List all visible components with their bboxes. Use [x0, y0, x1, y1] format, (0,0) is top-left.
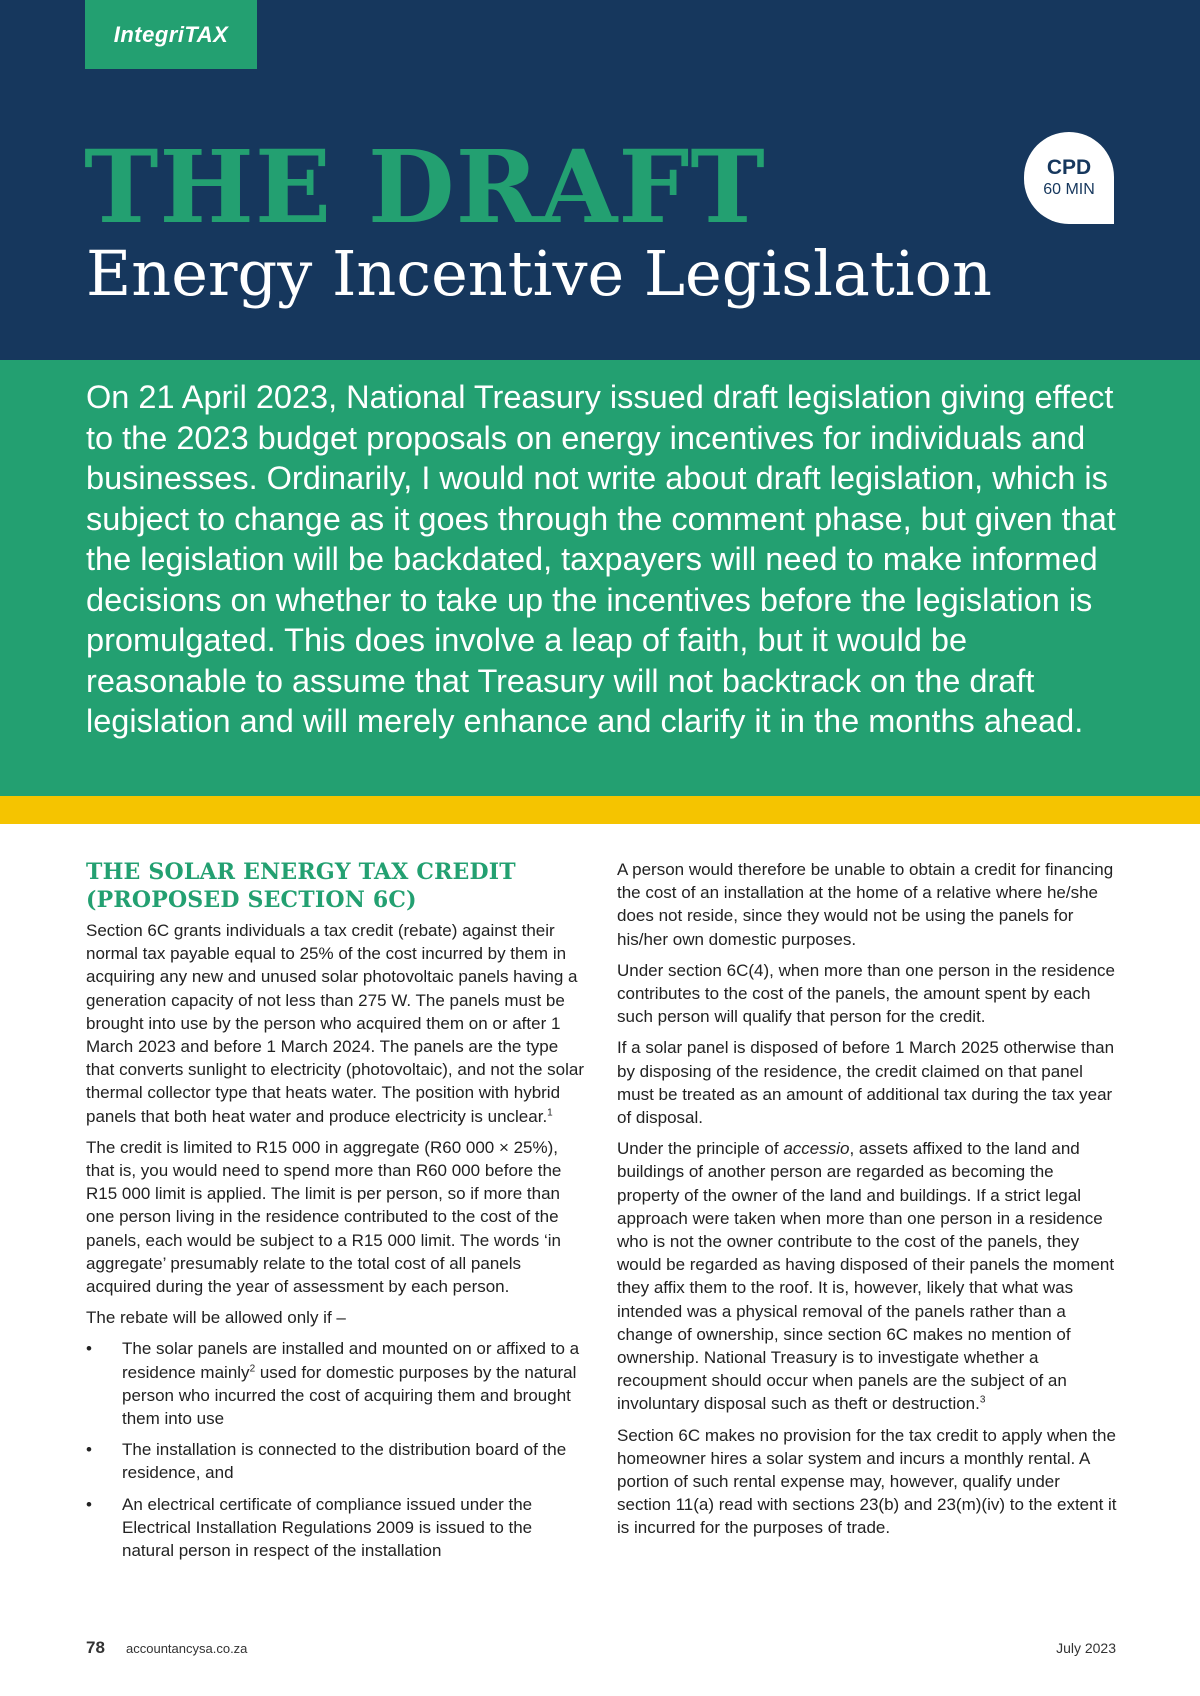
footnote-ref: 1	[547, 1106, 553, 1118]
section-heading	[86, 858, 586, 914]
body-paragraph: The credit is limited to R15 000 in aggregate (R60 000 × 25%), that is, you would need to spend more than R60 000 before the R15 000 limit is applied. The limit is per person, so if more than one person living in the residence contributed to the cost of the panels, each would be subject to a R15 000 limit. The words ‘in aggregate’ presumably relate to the total cost of all panels acquired during the year of assessment by each person.	[86, 1137, 562, 1297]
footnote-ref: 2	[249, 1363, 256, 1374]
list-item-text: An electrical certificate of compliance issued under the Electrical Installation Regulations 2009 is issued to the natural person in respect of the installation	[122, 1494, 533, 1561]
integritax-tag: IntegriTAX	[85, 0, 257, 69]
list-item-text: The solar panels are installed and mounted on or affixed to a residence mainly	[122, 1339, 580, 1382]
list-item-text: The installation is connected to the distribution board of the residence, and	[122, 1440, 567, 1483]
bullet-icon: •	[86, 1339, 92, 1359]
body-paragraph: A person would therefore be unable to obtain a credit for financing the cost of an installation at the home of a relative where he/she does not reside, since they would not be using the panels for his/her own domestic purposes.	[617, 860, 1114, 949]
list-item	[86, 1493, 586, 1563]
body-paragraph: Under section 6C(4), when more than one person in the residence contributes to the cost of the panels, the amount spent by each such person will qualify that person for the credit.	[617, 960, 1116, 1027]
left-column	[86, 858, 586, 1570]
cpd-duration: 60 MIN	[1043, 181, 1095, 198]
conditions-list	[86, 1337, 586, 1562]
issue-date: July 2023	[1056, 1640, 1116, 1656]
section-heading-line2: (PROPOSED SECTION 6C)	[86, 887, 417, 913]
page-number: 78	[86, 1638, 105, 1657]
bullet-icon: •	[86, 1440, 92, 1460]
intro-paragraph: On 21 April 2023, National Treasury issued draft legislation giving effect to the 2023 budget proposals on energy incentives for individuals and businesses. Ordinarily, I would not write about draft legislation, which is subject to change as it goes through the comment phase, but given that the legislation will be backdated, taxpayers will need to make informed decisions on whether to take up the incentives before the legislation is promulgated. This does involve a leap of faith, but it would be reasonable to assume that Treasury will not backtrack on the draft legislation and will merely enhance and clarify it in the months ahead.	[86, 379, 1116, 739]
accent-stripe	[0, 796, 1200, 824]
paragraph-text: Under the principle of	[617, 1139, 784, 1159]
paragraph-text: , assets affixed to the land and buildings of another person are regarded as becoming the property of the owner of the land and buildings. If a strict legal approach were taken when more than one person in a residence who is not the owner contribute to the cost of the panels, they would be regarded as having disposed of their panels the moment they affix them to the roof. It is, however, likely that what was intended was a physical removal of the panels rather than a change of ownership, since section 6C makes no mention of ownership. National Treasury is to investigate whether a recoupment should occur when panels are the subject of an involuntary disposal such as theft or destruction.	[617, 1139, 1115, 1414]
list-item-text: used for domestic purposes by the natural person who incurred the cost of acquiring them and brought them into use	[122, 1362, 577, 1429]
body-paragraph: The rebate will be allowed only if –	[86, 1308, 346, 1328]
bullet-icon: •	[86, 1494, 92, 1514]
paragraph-text: Section 6C grants individuals a tax credit (rebate) against their normal tax payable equal to 25% of the cost incurred by them in acquiring any new and unused solar photovoltaic panels having a generation capacity of not less than 275 W. The panels must be brought into use by the person who acquired them on or after 1 March 2023 and before 1 March 2024. The panels are the type that converts sunlight to electricity (photovoltaic), and not the solar thermal collector type that heats water. The position with hybrid panels that both heat water and produce electricity is unclear.	[86, 921, 584, 1126]
header-band	[0, 0, 1200, 360]
body-paragraph: If a solar panel is disposed of before 1 March 2025 otherwise than by disposing of the residence, the credit claimed on that panel must be treated as an amount of additional tax during the tax year of disposal.	[617, 1038, 1115, 1128]
section-heading-line1: THE SOLAR ENERGY TAX CREDIT	[86, 859, 516, 885]
body-paragraph: Section 6C makes no provision for the tax credit to apply when the homeowner hires a solar system and incurs a monthly rental. A portion of such rental expense may, however, qualify under section 11(a) read with sections 23(b) and 23(m)(iv) to the extent it is incurred for the purposes of trade.	[617, 1425, 1117, 1538]
page-subtitle: Energy Incentive Legislation	[86, 237, 992, 310]
website-link[interactable]: accountancysa.co.za	[126, 1641, 248, 1656]
right-column	[617, 858, 1117, 1548]
list-item	[86, 1337, 586, 1430]
body-paragraph	[617, 1137, 1117, 1415]
cpd-label: CPD	[1046, 156, 1092, 179]
list-item	[86, 1438, 586, 1484]
page-title: THE DRAFT	[84, 128, 766, 246]
footnote-ref: 3	[979, 1394, 986, 1406]
page-footer	[86, 1638, 1116, 1662]
body-paragraph	[86, 919, 586, 1128]
cpd-badge	[1024, 132, 1114, 224]
emphasis-term: accessio	[783, 1139, 850, 1159]
